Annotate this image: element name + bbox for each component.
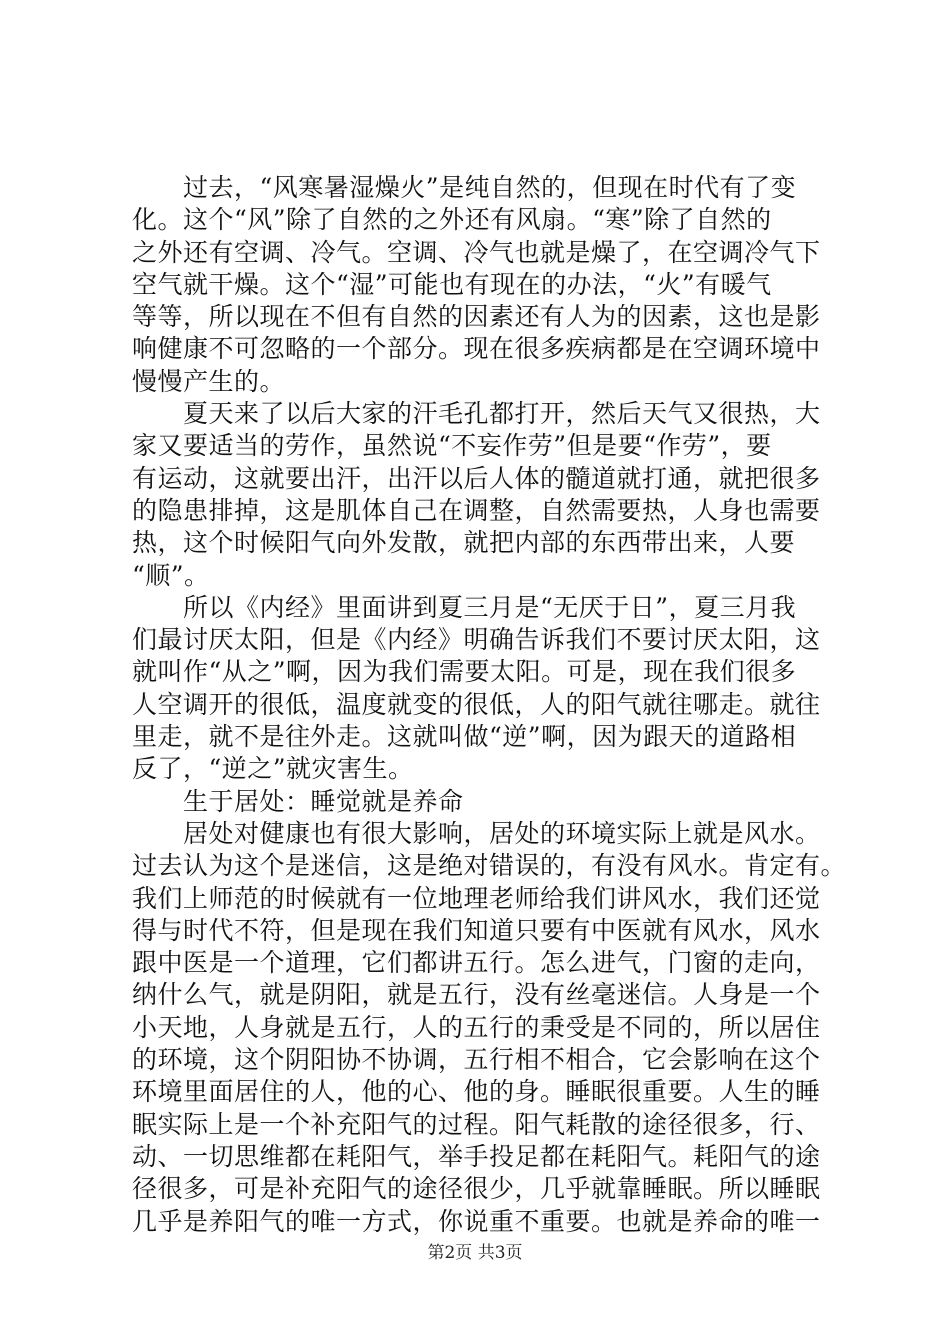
text-line: 所以《内经》里面讲到夏三月是“无厌于日”，夏三月我 xyxy=(132,592,797,622)
text-line: 跟中医是一个道理，它们都讲五行。怎么进气，门窗的走向， xyxy=(132,948,821,978)
page-number-label: 第2页 共3页 xyxy=(427,1243,523,1263)
text-line: 有运动，这就要出汗，出汗以后人体的髓道就打通，就把很多 xyxy=(132,463,821,493)
text-line: 环境里面居住的人，他的心、他的身。睡眠很重要。人生的睡 xyxy=(132,1077,821,1107)
text-line: “顺”。 xyxy=(132,560,210,590)
text-line: 得与时代不符，但是现在我们知道只要有中医就有风水，风水 xyxy=(132,915,821,945)
text-line: 等等，所以现在不但有自然的因素还有人为的因素，这也是影 xyxy=(132,302,821,332)
text-line: 响健康不可忽略的一个部分。现在很多疾病都是在空调环境中 xyxy=(132,334,821,364)
text-line: 之外还有空调、冷气。空调、冷气也就是燥了，在空调冷气下 xyxy=(132,237,821,267)
text-line: 的环境，这个阴阳协不协调，五行相不相合，它会影响在这个 xyxy=(132,1045,821,1075)
text-line: 热，这个时候阳气向外发散，就把内部的东西带出来，人要 xyxy=(132,528,796,558)
text-line: 夏天来了以后大家的汗毛孔都打开，然后天气又很热，大 xyxy=(132,399,821,429)
text-line: 过去，“风寒暑湿燥火”是纯自然的，但现在时代有了变 xyxy=(132,173,797,202)
text-line: 过去认为这个是迷信，这是绝对错误的，有没有风水。肯定有。 xyxy=(132,851,847,881)
text-line: 眠实际上是一个补充阳气的过程。阳气耗散的途径很多，行、 xyxy=(132,1109,821,1139)
text-line: 小天地，人身就是五行，人的五行的秉受是不同的，所以居住 xyxy=(132,1012,821,1042)
text-line: 的隐患排掉，这是肌体自己在调整，自然需要热，人身也需要 xyxy=(132,495,821,525)
text-line: 慢慢产生的。 xyxy=(132,366,286,396)
text-line: 几乎是养阳气的唯一方式，你说重不重要。也就是养命的唯一 xyxy=(132,1206,821,1236)
text-line: 居处对健康也有很大影响，居处的环境实际上就是风水。 xyxy=(132,818,821,848)
body-text xyxy=(132,172,847,1238)
text-line: 纳什么气，就是阴阳，就是五行，没有丝毫迷信。人身是一个 xyxy=(132,980,821,1010)
text-line: 我们上师范的时候就有一位地理老师给我们讲风水，我们还觉 xyxy=(132,883,821,913)
text-line: 反了，“逆之”就灾害生。 xyxy=(132,754,414,784)
text-line: 径很多，可是补充阳气的途径很少，几乎就靠睡眠。所以睡眠 xyxy=(132,1174,821,1204)
text-line: 化。这个“风”除了自然的之外还有风扇。“寒”除了自然的 xyxy=(132,205,772,235)
text-line: 就叫作“从之”啊，因为我们需要太阳。可是，现在我们很多 xyxy=(132,657,797,687)
text-line: 人空调开的很低，温度就变的很低，人的阳气就往哪走。就往 xyxy=(132,689,821,719)
text-line: 家又要适当的劳作，虽然说“不妄作劳”但是要“作劳”，要 xyxy=(132,431,772,461)
section-heading: 生于居处：睡觉就是养命 xyxy=(132,786,464,816)
page-footer xyxy=(0,1241,950,1265)
text-line: 空气就干燥。这个“湿”可能也有现在的办法，“火”有暖气 xyxy=(132,269,772,299)
text-line: 里走，就不是往外走。这就叫做“逆”啊，因为跟天的道路相 xyxy=(132,722,797,752)
text-line: 动、一切思维都在耗阳气，举手投足都在耗阳气。耗阳气的途 xyxy=(132,1141,821,1171)
text-line: 们最讨厌太阳，但是《内经》明确告诉我们不要讨厌太阳，这 xyxy=(132,625,821,655)
